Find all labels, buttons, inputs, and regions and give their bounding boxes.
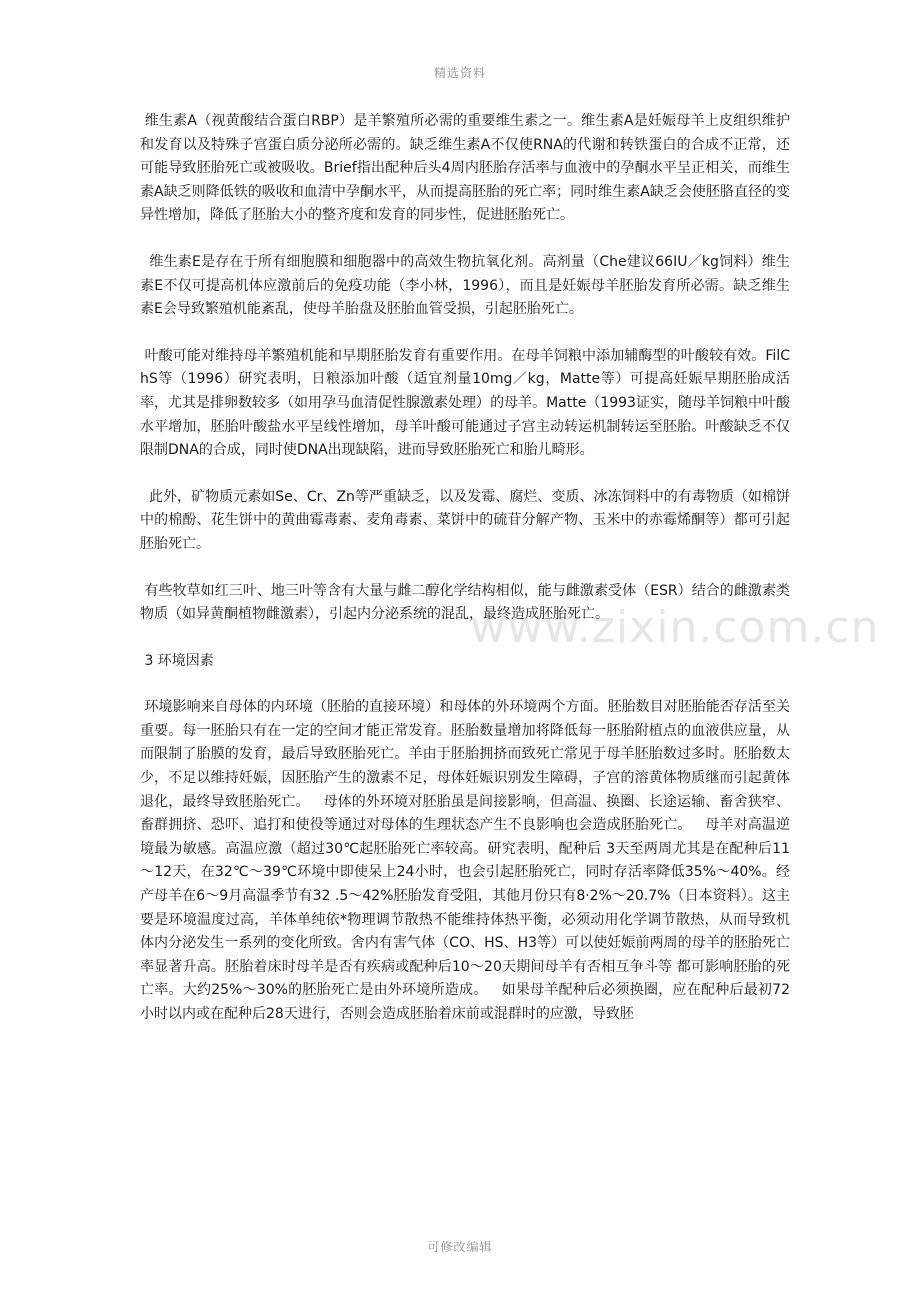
- paragraph-folic-acid: 叶酸可能对维持母羊繁殖机能和早期胚胎发育有重要作用。在母羊饲粮中添加辅酶型的叶酸较有效。FilChS等（1996）研究表明，日粮添加叶酸（适宜剂量10mg／kg，Matte等）可提高妊娠早期胚胎成活率，尤其是排卵数较多（如用孕马血清促性腺激素处理）的母羊。Matte（1993证实，随母羊饲粮中叶酸水平增加，胚胎叶酸盐水平呈线性增加，母羊叶酸可能通过子宫主动转运机制转运至胚胎。叶酸缺乏不仅限制DNA的合成，同时使DNA出现缺陷，进而导致胚胎死亡和胎儿畸形。: [140, 347, 790, 459]
- section-heading-environment: 3 环境因素: [140, 652, 214, 669]
- document-body: [140, 110, 790, 1050]
- watermark-text: www.zixin.com.cn: [470, 602, 880, 653]
- paragraph-environment: 环境影响来自母体的内环境（胚胎的直接环境）和母体的外环境两个方面。胚胎数目对胚胎能否存活至关重要。每一胚胎只有在一定的空间才能正常发育。胚胎数量增加将降低每一胚胎附植点的血液供应量，从而限制了胎膜的发育，最后导致胚胎死亡。羊由于胚胎拥挤而致死亡常见于母羊胚胎数过多时。胚胎数太少，不足以维持妊娠，因胚胎产生的激素不足，母体妊娠识别发生障碍，子宫的溶黄体物质继而引起黄体退化，最终导致胚胎死亡。 母体的外环境对胚胎虽是间接影响，但高温、换圈、长途运输、畜舍狭窄、畜群拥挤、恐吓、追打和使役等通过对母体的生理状态产生不良影响也会造成胚胎死亡。 母羊对高温逆境最为敏感。高温应激（超过30℃起胚胎死亡率较高。研究表明，配种后 3天至两周尤其是在配种后11～12天，在32℃～39℃环境中即使呆上24小时，也会引起胚胎死亡，同时存活率降低35%～40%。经产母羊在6～9月高温季节有32 .5～42%胚胎发育受阻，其他月份只有8·2%～20.7%（日本资料）。这主要是环境温度过高，羊体单纯依*物理调节散热不能维持体热平衡，必须动用化学调节散热，从而导致机体内分泌发生一系列的变化所致。舍内有害气体（CO、HS、H3等）可以使妊娠前两周的母羊的胚胎死亡率显著升高。胚胎着床时母羊是否有疾病或配种后10～20天期间母羊有否相互争斗等 都可影响胚胎的死亡率。大约25%～30%的胚胎死亡是由外环境所造成。 如果母羊配种后必须换圈，应在配种后最初72小时以内或在配种后28天进行，否则会造成胚胎着床前或混群时的应激，导致胚: [140, 699, 790, 1022]
- paragraph-vitamin-a: 维生素A（视黄酸结合蛋白RBP）是羊繁殖所必需的重要维生素之一。维生素A是妊娠母羊上皮组织维护和发育以及特殊子宫蛋白质分泌所必需的。缺乏维生素A不仅使RNA的代谢和转铁蛋白的合成不正常，还可能导致胚胎死亡或被吸收。Brief指出配种后头4周内胚胎存活率与血液中的孕酮水平呈正相关，而维生素A缺乏则降低铁的吸收和血清中孕酮水平，从而提高胚胎的死亡率；同时维生素A缺乏会使胚胳直径的变异性增加，降低了胚胎大小的整齐度和发育的同步性，促进胚胎死亡。: [140, 113, 790, 224]
- paragraph-vitamin-e: 维生素E是存在于所有细胞膜和细胞器中的高效生物抗氧化剂。高剂量（Che建议66IU／kg饲料）维生素E不仅可提高机体应激前后的免疫功能（李小林，1996），而且是妊娠母羊胚胎发育所必需。缺乏维生素E会导致繁殖机能紊乱，使母羊胎盘及胚胎血管受损，引起胚胎死亡。: [140, 253, 791, 318]
- paragraph-minerals-toxins: 此外，矿物质元素如Se、Cr、Zn等严重缺乏，以及发霉、腐烂、变质、冰冻饲料中的有毒物质（如棉饼中的棉酚、花生饼中的黄曲霉毒素、麦角毒素、菜饼中的硫苷分解产物、玉米中的赤霉烯酮等）都可引起胚胎死亡。: [140, 488, 791, 552]
- page-footer-note: 可修改编辑: [427, 1240, 493, 1254]
- paragraph-phytoestrogens: 有些牧草如红三叶、地三叶等含有大量与雌二醇化学结构相似，能与雌激素受体（ESR）结合的雌激素类物质（如异黄酮植物雌激素），引起内分泌系统的混乱，最终造成胚胎死亡。: [140, 582, 790, 623]
- page-header-note: 精选资料: [433, 66, 486, 80]
